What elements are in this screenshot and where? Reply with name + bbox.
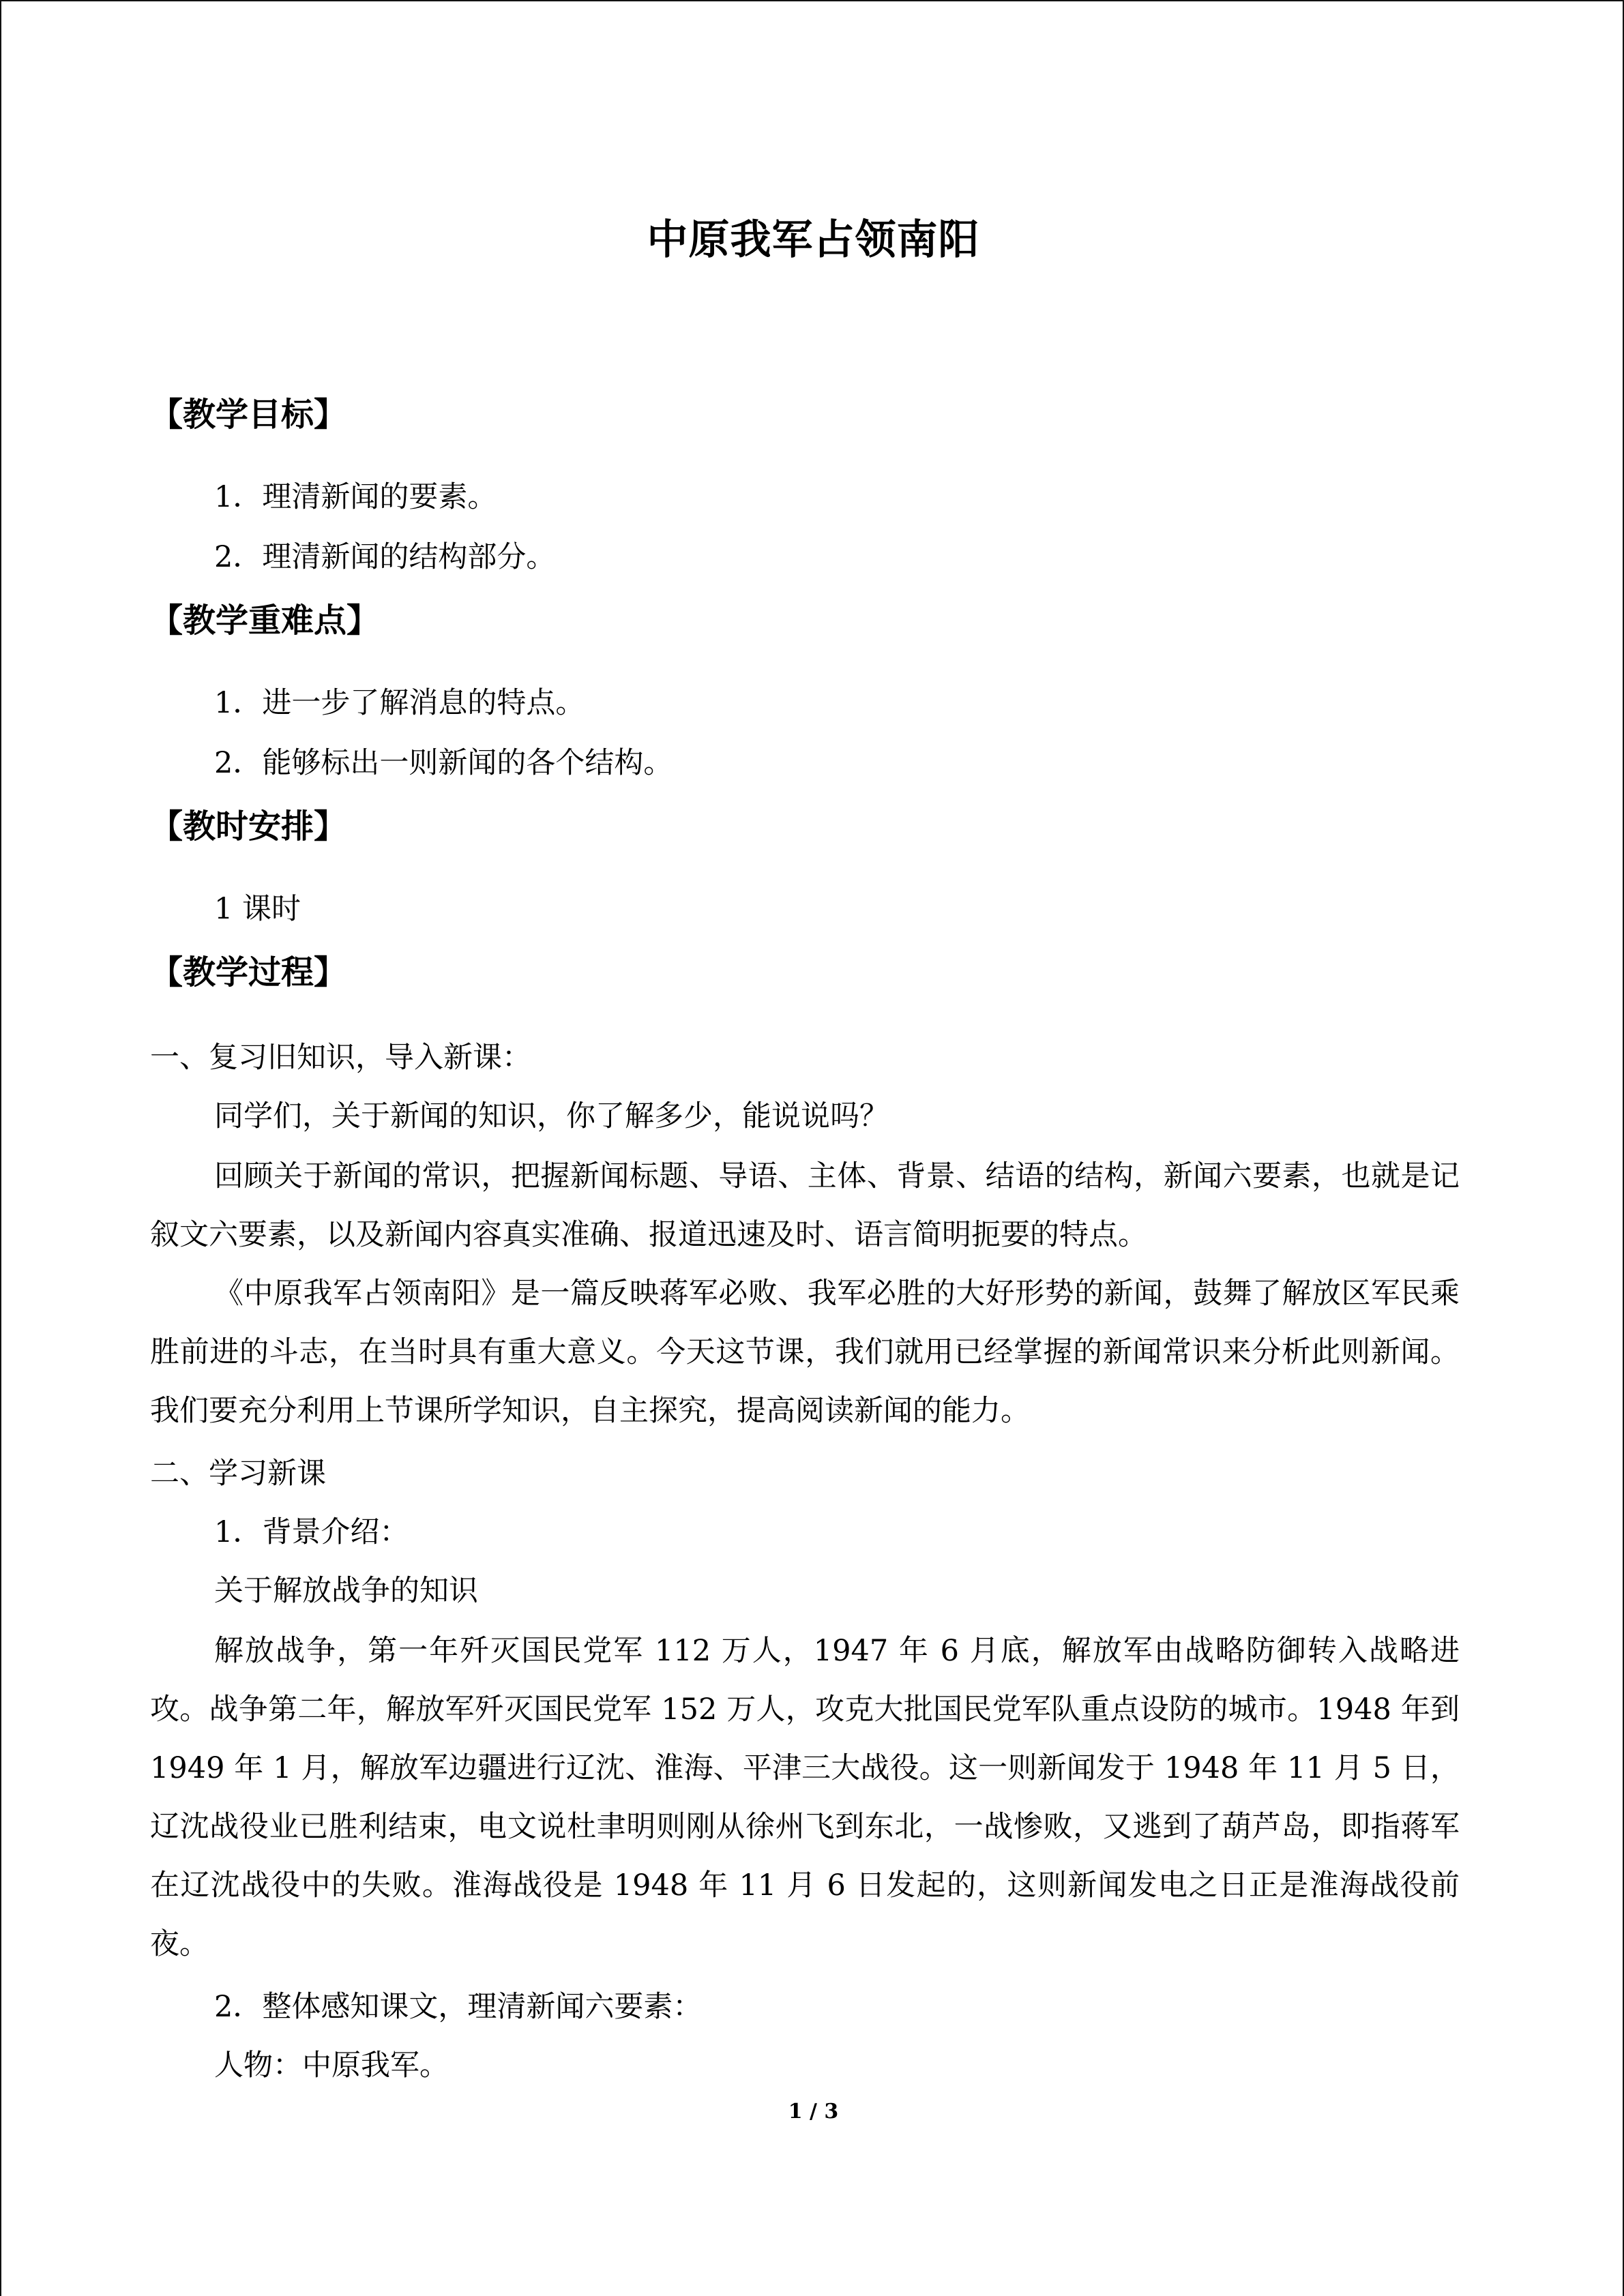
part1-heading: 一、复习旧知识，导入新课： bbox=[150, 1041, 531, 1075]
heading-key-points: 【教学重难点】 bbox=[150, 601, 380, 640]
paragraph: 回顾关于新闻的常识，把握新闻标题、导语、主体、背景、结语的结构，新闻六要素，也就是记叙文六要素，以及新闻内容真实准确、报道迅速及时、语言简明扼要的特点。 bbox=[150, 1159, 1460, 1252]
page-title: 中原我军占领南阳 bbox=[647, 216, 980, 264]
objective-item: 2．理清新闻的结构部分。 bbox=[214, 540, 556, 574]
paragraph: 《中原我军占领南阳》是一篇反映蒋军必败、我军必胜的大好形势的新闻，鼓舞了解放区军民乘胜前进的斗志，在当时具有重大意义。今天这节课，我们就用已经掌握的新闻常识来分析此则新闻。我们要充分利用上节课所学知识，自主探究，提高阅读新闻的能力。 bbox=[150, 1277, 1460, 1428]
heading-process: 【教学过程】 bbox=[150, 953, 347, 992]
paragraph: 解放战争，第一年歼灭国民党军 112 万人，1947 年 6 月底，解放军由战略防御转入战略进攻。战争第二年，解放军歼灭国民党军 152 万人，攻克大批国民党军队重点设防的城市。1948 年到 1949 年 1 月，解放军边疆进行辽沈、淮海、平津三大战役。这一则新闻发于 1948 年 11 月 5 日，辽沈战役业已胜利结束，电文说杜聿明则刚从徐州飞到东北，一战惨败，又逃到了葫芦岛，即指蒋军在辽沈战役中的失败。淮海战役是 1948 年 11 月 6 日发起的，这则新闻发电之日正是淮海战役前夜。 bbox=[150, 1634, 1460, 1961]
objective-item: 1．理清新闻的要素。 bbox=[214, 480, 497, 514]
subheading: 1．背景介绍： bbox=[214, 1515, 409, 1549]
paragraph: 同学们，关于新闻的知识，你了解多少，能说说吗？ bbox=[214, 1099, 889, 1133]
heading-objectives: 【教学目标】 bbox=[150, 396, 347, 434]
page-number: 1 / 3 bbox=[788, 2100, 839, 2123]
heading-schedule: 【教时安排】 bbox=[150, 807, 347, 846]
paragraph: 人物：中原我军。 bbox=[214, 2048, 449, 2083]
subheading: 2．整体感知课文，理清新闻六要素： bbox=[214, 1990, 703, 2024]
schedule-text: 1 课时 bbox=[214, 892, 301, 926]
key-point-item: 1．进一步了解消息的特点。 bbox=[214, 686, 585, 720]
part2-heading: 二、学习新课 bbox=[150, 1457, 326, 1491]
key-point-item: 2．能够标出一则新闻的各个结构。 bbox=[214, 746, 673, 780]
subheading-title: 关于解放战争的知识 bbox=[214, 1574, 478, 1608]
